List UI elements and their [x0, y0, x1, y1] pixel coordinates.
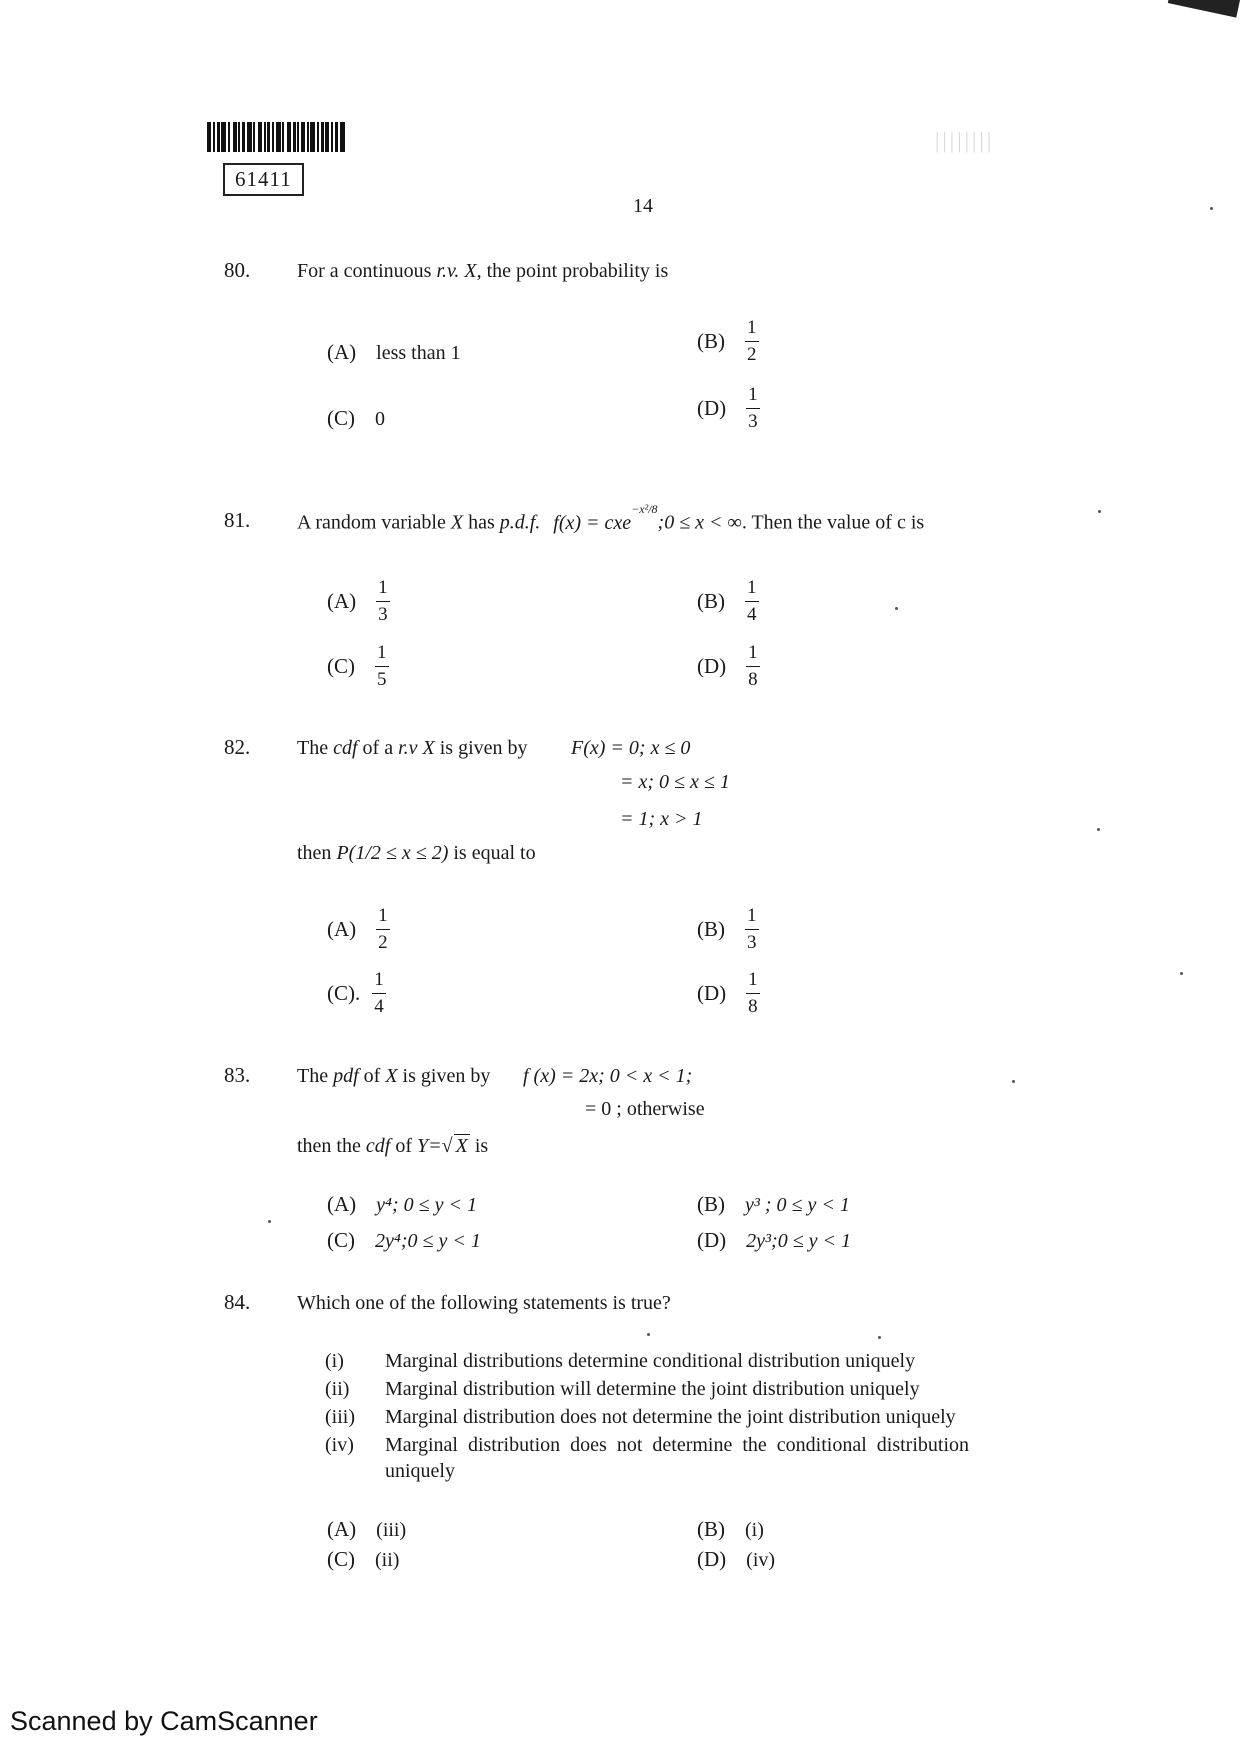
- option-b: (B) y³ ; 0 ≤ y < 1: [697, 1192, 850, 1216]
- case-line: = 1; x > 1: [620, 808, 703, 830]
- fraction: $\frac{1}{2}$: [747, 317, 757, 365]
- case-line: f (x) = 2x; 0 < x < 1;: [523, 1065, 693, 1087]
- option-c: (C) (ii): [327, 1547, 400, 1571]
- option-d: (D) $\frac{1}{8}$: [697, 969, 758, 1017]
- option-c: (C) 2y⁴;0 ≤ y < 1: [327, 1228, 481, 1252]
- paper-code: 61411: [223, 163, 304, 196]
- option-a: (A) less than 1: [327, 340, 461, 364]
- option-d: (D) $\frac{1}{8}$: [697, 642, 758, 690]
- fraction: $\frac{1}{3}$: [748, 384, 758, 432]
- scanner-watermark: Scanned by CamScanner: [10, 1706, 318, 1736]
- fraction: $\frac{1}{2}$: [378, 905, 388, 953]
- case-line: F(x) = 0; x ≤ 0: [571, 737, 691, 759]
- question-number: 84.: [224, 1290, 251, 1314]
- scan-corner-shadow: [1168, 0, 1240, 18]
- fraction: $\frac{1}{3}$: [378, 577, 388, 625]
- option-b: (B) $\frac{1}{4}$: [697, 577, 757, 625]
- scan-speck: [1097, 828, 1100, 831]
- statement-label: (iv): [325, 1434, 354, 1456]
- option-b: (B) $\frac{1}{3}$: [697, 905, 757, 953]
- scan-speck: [268, 1220, 271, 1223]
- option-a: (A) $\frac{1}{2}$: [327, 905, 388, 953]
- question-text: A random variable X has p.d.f. f(x) = cxe$^{-x^2/8}$;0 ≤ x < ∞. Then the value of c is: [297, 502, 925, 534]
- scan-speck: [895, 607, 898, 610]
- statement-label: (i): [325, 1350, 344, 1372]
- fraction: $\frac{1}{3}$: [747, 905, 757, 953]
- statement-label: (iii): [325, 1406, 355, 1428]
- scan-speck: [1012, 1080, 1015, 1083]
- fraction: $\frac{1}{5}$: [377, 642, 387, 690]
- option-d: (D) $\frac{1}{3}$: [697, 384, 758, 432]
- option-b: (B) (i): [697, 1517, 764, 1541]
- option-a: (A) $\frac{1}{3}$: [327, 577, 388, 625]
- statement-text: Marginal distributions determine conditional distribution uniquely: [385, 1350, 916, 1372]
- option-d: (D) (iv): [697, 1547, 776, 1571]
- question-number: 80.: [224, 258, 251, 282]
- question-text: The pdf of X is given by: [297, 1065, 491, 1087]
- statement-text: Marginal distribution does not determine the conditional distribution: [385, 1434, 969, 1456]
- statement-label: (ii): [325, 1378, 350, 1400]
- question-number: 83.: [224, 1063, 251, 1087]
- fraction: $\frac{1}{4}$: [747, 577, 757, 625]
- fraction: $\frac{1}{8}$: [748, 969, 758, 1017]
- option-c: (C). $\frac{1}{4}$: [327, 969, 384, 1017]
- page-number: 14: [633, 195, 653, 217]
- question-subtext: then the cdf of Y=√ X is: [297, 1135, 489, 1157]
- case-line: = x; 0 ≤ x ≤ 1: [620, 771, 730, 793]
- question-number: 81.: [224, 508, 251, 532]
- question-text: The cdf of a r.v X is given by: [297, 737, 528, 759]
- question-text: For a continuous r.v. X, the point probability is: [297, 260, 669, 282]
- option-b: (B) $\frac{1}{2}$: [697, 317, 757, 365]
- statement-text: Marginal distribution will determine the joint distribution uniquely: [385, 1378, 920, 1400]
- option-a: (A) y⁴; 0 ≤ y < 1: [327, 1192, 477, 1216]
- case-line: = 0 ; otherwise: [585, 1098, 705, 1120]
- fraction: $\frac{1}{8}$: [748, 642, 758, 690]
- scan-speck: [647, 1333, 650, 1336]
- faint-watermark: ||||||||: [935, 128, 995, 153]
- scan-speck: [1180, 972, 1183, 975]
- option-c: (C) $\frac{1}{5}$: [327, 642, 387, 690]
- barcode: [207, 122, 369, 152]
- question-text: Which one of the following statements is true?: [297, 1292, 671, 1314]
- question-subtext: then P(1/2 ≤ x ≤ 2) is equal to: [297, 842, 536, 864]
- option-d: (D) 2y³;0 ≤ y < 1: [697, 1228, 852, 1252]
- statement-text: Marginal distribution does not determine the joint distribution uniquely: [385, 1406, 956, 1428]
- option-c: (C) 0: [327, 406, 385, 430]
- fraction: $\frac{1}{4}$: [374, 969, 384, 1017]
- statement-text: uniquely: [385, 1460, 455, 1482]
- scan-speck: [1210, 207, 1213, 210]
- question-number: 82.: [224, 735, 251, 759]
- option-a: (A) (iii): [327, 1517, 407, 1541]
- scan-speck: [1098, 510, 1101, 513]
- scan-speck: [878, 1336, 881, 1339]
